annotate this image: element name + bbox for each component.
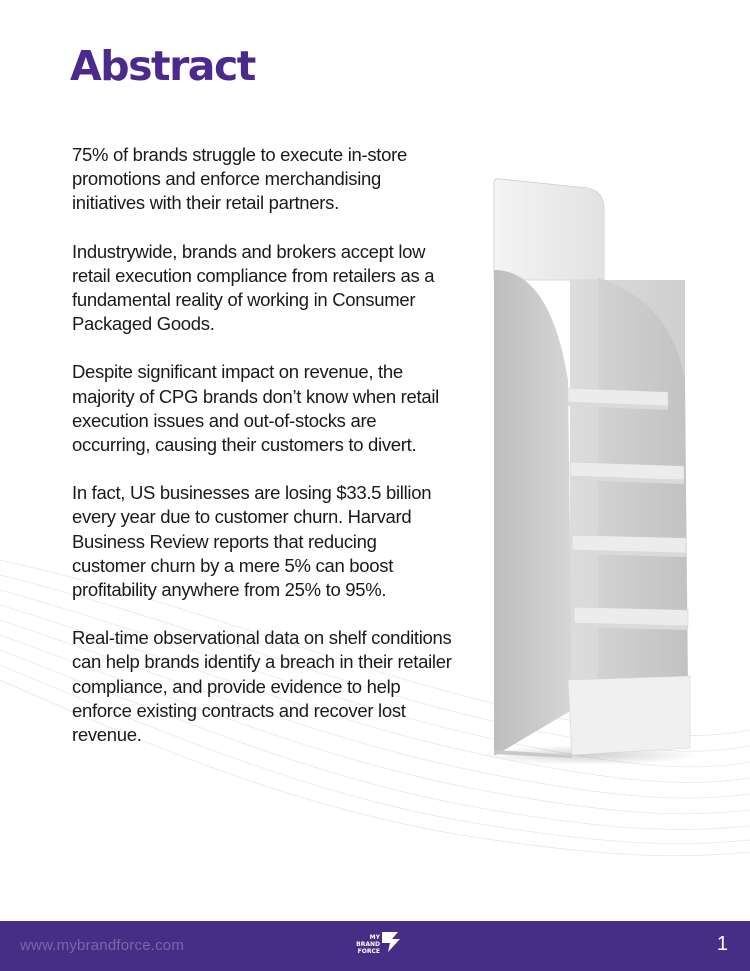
paragraph-4: In fact, US businesses are losing $33.5 billion every year due to customer churn. Harvard Business Review reports that reducing customer churn by a mere 5% can boost profitability anywhere from 25% to 95%. xyxy=(72,482,432,601)
footer-bar xyxy=(0,921,750,971)
page-title: Abstract xyxy=(70,42,255,90)
website-link[interactable]: www.mybrandforce.com xyxy=(20,937,185,954)
logo-wordmark: MY BRAND FORCE xyxy=(356,934,380,955)
retail-display-stand-image xyxy=(480,170,710,770)
logo-mark-icon xyxy=(382,932,400,952)
paragraph-2: Industrywide, brands and brokers accept low retail execution compliance from retailers as a fundamental reality of working in Consumer Packaged Goods. xyxy=(72,240,435,335)
brandforce-logo xyxy=(352,930,400,960)
paragraph-1: 75% of brands struggle to execute in-store promotions and enforce merchandising initiatives with their retail partners. xyxy=(72,144,407,214)
page-number: 1 xyxy=(716,933,728,955)
abstract-body xyxy=(72,143,452,771)
paragraph-5: Real-time observational data on shelf conditions can help brands identify a breach in their retailer compliance, and provide evidence to help enforce existing contracts and recover lost revenue. xyxy=(72,627,452,746)
paragraph-3: Despite significant impact on revenue, the majority of CPG brands don’t know when retail execution issues and out-of-stocks are occurring, causing their customers to divert. xyxy=(72,361,439,456)
